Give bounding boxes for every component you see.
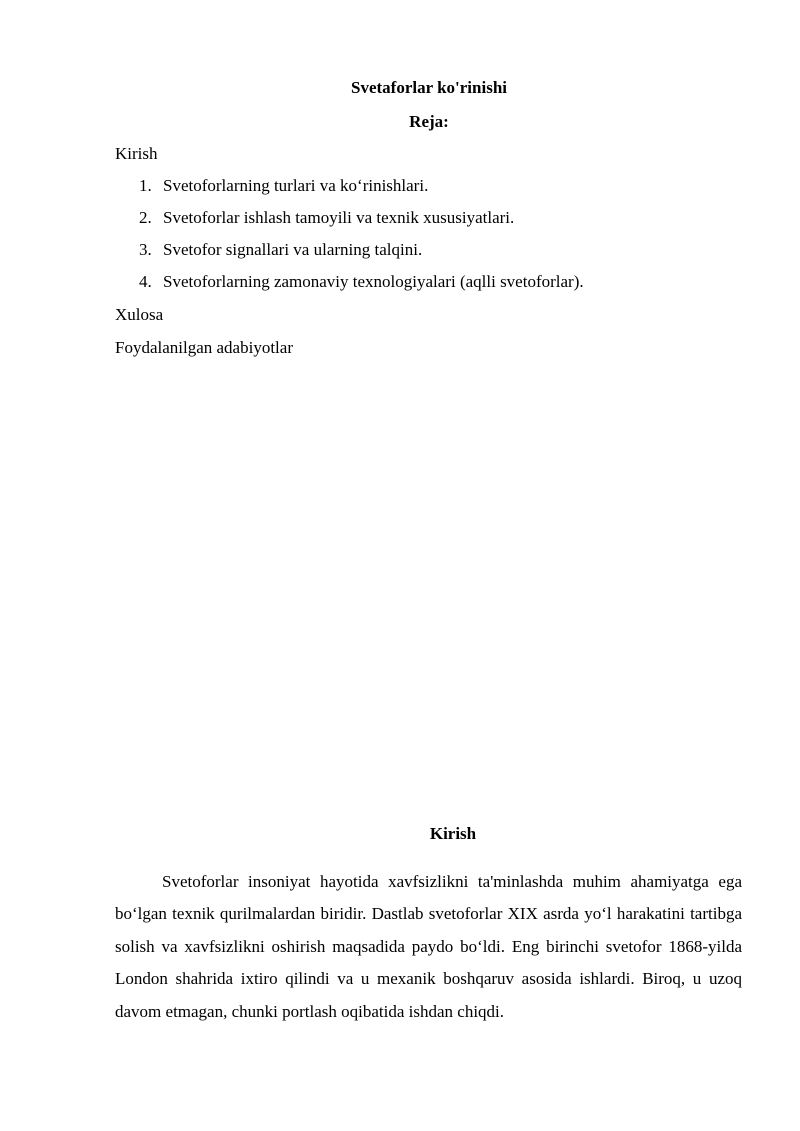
plan-item-text: Svetofor signallari va ularning talqini. bbox=[163, 240, 423, 259]
plan-item-number: 4. bbox=[139, 272, 152, 291]
plan-item-text: Svetoforlarning zamonaviy texnologiyalari (aqlli svetoforlar). bbox=[163, 272, 584, 291]
intro-paragraph: Svetoforlar insoniyat hayotida xavfsizlikni ta'minlashda muhim ahamiyatga ega bo‘lgan texnik qurilmalardan biridir. Dastlab svetoforlar XIX asrda yo‘l harakatini tartibga solish va xavfsizlikni oshirish maqsadida paydo bo‘ldi. Eng birinchi svetofor 1868-yilda London shahrida ixtiro qilindi va u mexanik boshqaruv asosida ishlardi. Biroq, u uzoq davom etmagan, chunki portlash oqibatida ishdan chiqdi. bbox=[115, 872, 742, 1021]
plan-item-number: 1. bbox=[139, 176, 152, 195]
plan-heading: Reja: bbox=[409, 112, 449, 131]
document-title: Svetaforlar ko'rinishi bbox=[351, 78, 507, 97]
plan-intro-label: Kirish bbox=[115, 144, 158, 163]
plan-item-number: 2. bbox=[139, 208, 152, 227]
plan-conclusion-label: Xulosa bbox=[115, 305, 164, 324]
plan-references-label: Foydalanilgan adabiyotlar bbox=[115, 338, 293, 357]
plan-item-number: 3. bbox=[139, 240, 152, 259]
plan-item-text: Svetoforlarning turlari va ko‘rinishlari. bbox=[163, 176, 429, 195]
plan-item-text: Svetoforlar ishlash tamoyili va texnik xususiyatlari. bbox=[163, 208, 515, 227]
section-heading: Kirish bbox=[429, 824, 477, 843]
